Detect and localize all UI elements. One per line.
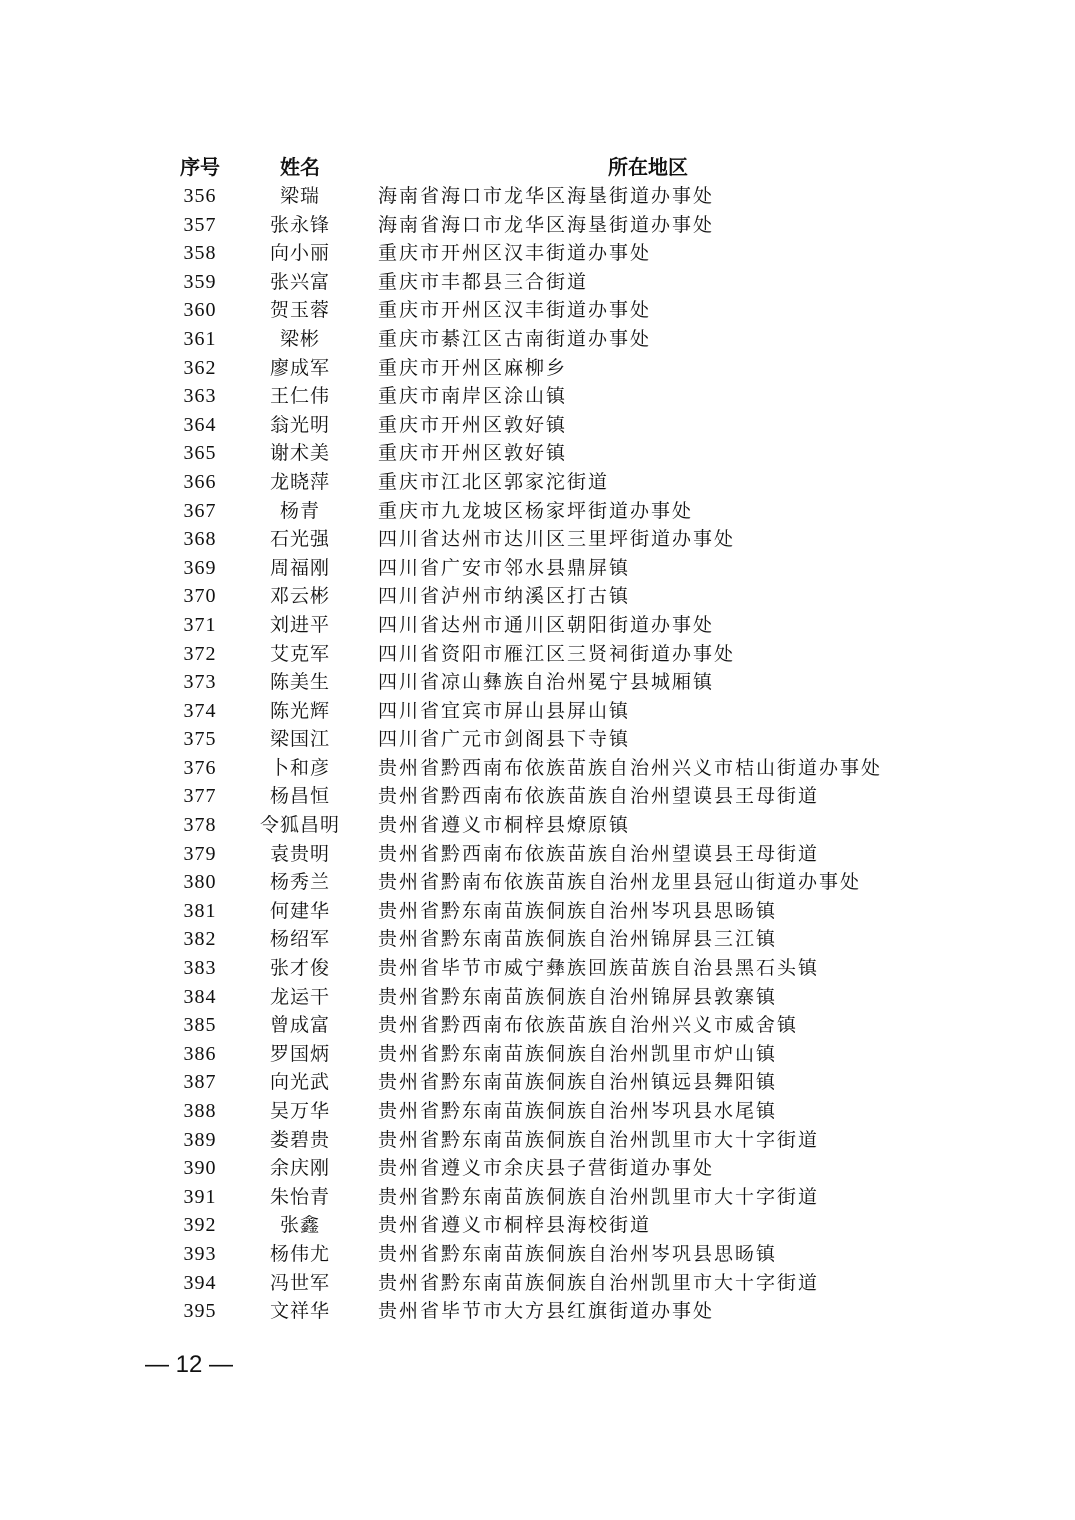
- table-row: [0, 554, 1075, 583]
- person-name: 令狐昌明: [259, 814, 340, 837]
- serial-number: 374: [183, 699, 217, 722]
- serial-number: 363: [183, 385, 217, 408]
- location: 贵州省毕节市大方县红旗街道办事处: [378, 1300, 715, 1323]
- table-row: [0, 296, 1075, 325]
- serial-number: 376: [183, 756, 217, 779]
- person-name: 翁光明: [269, 413, 330, 436]
- person-name: 陈美生: [269, 671, 330, 694]
- person-name: 杨伟尤: [269, 1242, 330, 1265]
- person-name: 梁国江: [269, 728, 330, 751]
- person-name: 向光武: [269, 1071, 330, 1094]
- serial-number: 386: [183, 1042, 217, 1065]
- table-row: [0, 582, 1075, 611]
- serial-number: 373: [183, 671, 217, 694]
- location: 贵州省遵义市余庆县子营街道办事处: [378, 1157, 715, 1180]
- serial-number: 384: [183, 985, 217, 1008]
- header-name: 姓名: [280, 155, 320, 179]
- location: 贵州省遵义市桐梓县海校街道: [378, 1214, 652, 1237]
- table-row: [0, 1011, 1075, 1040]
- location: 贵州省黔东南苗族侗族自治州凯里市大十字街道: [378, 1271, 820, 1294]
- person-name: 刘进平: [269, 613, 330, 636]
- person-name: 谢术美: [269, 442, 330, 465]
- person-name: 冯世军: [269, 1271, 330, 1294]
- serial-number: 360: [183, 299, 217, 322]
- serial-number: 361: [183, 327, 217, 350]
- serial-number: 385: [183, 1014, 217, 1037]
- table-row: [0, 954, 1075, 983]
- table-row: [0, 868, 1075, 897]
- location: 海南省海口市龙华区海垦街道办事处: [378, 213, 715, 236]
- serial-number: 367: [183, 499, 217, 522]
- location: 贵州省黔东南苗族侗族自治州凯里市大十字街道: [378, 1128, 820, 1151]
- table-row: [0, 983, 1075, 1012]
- location: 重庆市开州区汉丰街道办事处: [378, 299, 652, 322]
- header-serial-number: 序号: [180, 155, 220, 179]
- table-row: [0, 497, 1075, 526]
- serial-number: 393: [183, 1242, 217, 1265]
- person-name: 张鑫: [279, 1214, 320, 1237]
- location: 重庆市开州区汉丰街道办事处: [378, 242, 652, 265]
- serial-number: 388: [183, 1100, 217, 1122]
- location: 贵州省黔西南布依族苗族自治州望谟县王母街道: [378, 785, 820, 808]
- location: 四川省达州市通川区朝阳街道办事处: [378, 613, 715, 636]
- roster-table: [0, 152, 1075, 1326]
- person-name: 梁彬: [279, 327, 320, 350]
- serial-number: 377: [183, 785, 217, 808]
- person-name: 龙运干: [269, 985, 330, 1008]
- table-row: [0, 411, 1075, 440]
- person-name: 石光强: [269, 528, 330, 551]
- serial-number: 392: [183, 1214, 217, 1237]
- location: 贵州省黔东南苗族侗族自治州镇远县舞阳镇: [378, 1071, 778, 1094]
- location: 重庆市开州区敦好镇: [378, 442, 568, 465]
- location: 重庆市九龙坡区杨家坪街道办事处: [378, 499, 694, 522]
- location: 贵州省黔南布依族苗族自治州龙里县冠山街道办事处: [378, 871, 862, 894]
- person-name: 罗国炳: [269, 1042, 330, 1065]
- table-row: [0, 1297, 1075, 1326]
- serial-number: 389: [183, 1128, 217, 1151]
- serial-number: 371: [183, 613, 217, 636]
- table-row: [0, 1269, 1075, 1298]
- serial-number: 365: [183, 442, 217, 465]
- location: 重庆市南岸区涂山镇: [378, 385, 568, 408]
- location: 重庆市江北区郭家沱街道: [378, 470, 610, 493]
- location: 贵州省黔东南苗族侗族自治州锦屏县三江镇: [378, 928, 778, 951]
- location: 贵州省黔东南苗族侗族自治州凯里市大十字街道: [378, 1185, 820, 1208]
- location: 四川省泸州市纳溪区打古镇: [378, 585, 631, 608]
- table-row: [0, 182, 1075, 211]
- table-row: [0, 897, 1075, 926]
- serial-number: 395: [183, 1300, 217, 1323]
- person-name: 张永锋: [269, 213, 330, 236]
- table-row: [0, 754, 1075, 783]
- location: 贵州省黔东南苗族侗族自治州岑巩县思旸镇: [378, 899, 778, 922]
- person-name: 袁贵明: [269, 842, 330, 865]
- location: 贵州省黔东南苗族侗族自治州锦屏县敦寨镇: [378, 985, 778, 1008]
- person-name: 梁瑞: [279, 185, 320, 207]
- person-name: 娄碧贵: [269, 1128, 330, 1151]
- location: 贵州省黔西南布依族苗族自治州兴义市威舍镇: [378, 1014, 799, 1037]
- table-body: [0, 182, 1075, 1326]
- person-name: 卜和彦: [269, 756, 330, 779]
- table-row: [0, 1240, 1075, 1269]
- person-name: 张兴富: [269, 270, 330, 293]
- serial-number: 358: [183, 242, 217, 265]
- table-row: [0, 697, 1075, 726]
- location: 四川省凉山彝族自治州冕宁县城厢镇: [378, 671, 715, 694]
- serial-number: 394: [183, 1271, 217, 1294]
- location: 重庆市丰都县三合街道: [378, 270, 589, 293]
- table-row: [0, 668, 1075, 697]
- serial-number: 379: [183, 842, 217, 865]
- serial-number: 372: [183, 642, 217, 665]
- person-name: 龙晓萍: [269, 470, 330, 493]
- location: 贵州省黔东南苗族侗族自治州岑巩县思旸镇: [378, 1242, 778, 1265]
- table-row: [0, 640, 1075, 669]
- table-row: [0, 239, 1075, 268]
- location: 重庆市开州区麻柳乡: [378, 356, 568, 379]
- person-name: 陈光辉: [269, 699, 330, 722]
- serial-number: 390: [183, 1157, 217, 1180]
- location: 贵州省黔东南苗族侗族自治州岑巩县水尾镇: [378, 1100, 778, 1122]
- person-name: 曾成富: [269, 1014, 330, 1037]
- person-name: 向小丽: [269, 242, 330, 265]
- serial-number: 357: [183, 213, 217, 236]
- table-row: [0, 1068, 1075, 1097]
- serial-number: 381: [183, 899, 217, 922]
- location: 贵州省黔东南苗族侗族自治州凯里市炉山镇: [378, 1042, 778, 1065]
- serial-number: 375: [183, 728, 217, 751]
- serial-number: 364: [183, 413, 217, 436]
- table-row: [0, 782, 1075, 811]
- person-name: 何建华: [269, 899, 330, 922]
- person-name: 朱怡青: [269, 1185, 330, 1208]
- serial-number: 362: [183, 356, 217, 379]
- serial-number: 380: [183, 871, 217, 894]
- header-location: 所在地区: [608, 155, 688, 179]
- table-row: [0, 354, 1075, 383]
- location: 贵州省黔西南布依族苗族自治州望谟县王母街道: [378, 842, 820, 865]
- location: 贵州省遵义市桐梓县燎原镇: [378, 814, 631, 837]
- person-name: 杨昌恒: [269, 785, 330, 808]
- location: 四川省达州市达川区三里坪街道办事处: [378, 528, 736, 551]
- person-name: 廖成军: [269, 356, 330, 379]
- serial-number: 366: [183, 470, 217, 493]
- table-row: [0, 1183, 1075, 1212]
- location: 海南省海口市龙华区海垦街道办事处: [378, 185, 715, 207]
- table-row: [0, 468, 1075, 497]
- table-row: [0, 1126, 1075, 1155]
- table-row: [0, 1097, 1075, 1126]
- person-name: 余庆刚: [269, 1157, 330, 1180]
- table-row: [0, 840, 1075, 869]
- person-name: 王仁伟: [269, 385, 330, 408]
- serial-number: 378: [183, 814, 217, 837]
- table-row: [0, 382, 1075, 411]
- table-row: [0, 325, 1075, 354]
- location: 四川省宜宾市屏山县屏山镇: [378, 699, 631, 722]
- table-header: [0, 152, 1075, 182]
- location: 四川省资阳市雁江区三贤祠街道办事处: [378, 642, 736, 665]
- location: 贵州省黔西南布依族苗族自治州兴义市桔山街道办事处: [378, 756, 883, 779]
- serial-number: 391: [183, 1185, 217, 1208]
- serial-number: 387: [183, 1071, 217, 1094]
- serial-number: 369: [183, 556, 217, 579]
- table-row: [0, 1211, 1075, 1240]
- table-row: [0, 268, 1075, 297]
- page-number: — 12 —: [145, 1351, 234, 1378]
- location: 重庆市开州区敦好镇: [378, 413, 568, 436]
- serial-number: 359: [183, 270, 217, 293]
- table-row: [0, 525, 1075, 554]
- location: 贵州省毕节市威宁彝族回族苗族自治县黑石头镇: [378, 957, 820, 980]
- table-row: [0, 925, 1075, 954]
- location: 四川省广元市剑阁县下寺镇: [378, 728, 631, 751]
- person-name: 张才俊: [269, 957, 330, 980]
- table-row: [0, 1154, 1075, 1183]
- person-name: 艾克军: [269, 642, 330, 665]
- table-row: [0, 811, 1075, 840]
- person-name: 文祥华: [269, 1300, 330, 1323]
- person-name: 周福刚: [269, 556, 330, 579]
- serial-number: 383: [183, 957, 217, 980]
- table-row: [0, 439, 1075, 468]
- person-name: 邓云彬: [269, 585, 330, 608]
- serial-number: 356: [183, 185, 217, 207]
- person-name: 吴万华: [269, 1100, 330, 1122]
- table-row: [0, 725, 1075, 754]
- person-name: 杨青: [279, 499, 320, 522]
- person-name: 杨秀兰: [269, 871, 330, 894]
- table-row: [0, 1040, 1075, 1069]
- person-name: 杨绍军: [269, 928, 330, 951]
- table-row: [0, 211, 1075, 240]
- serial-number: 368: [183, 528, 217, 551]
- serial-number: 370: [183, 585, 217, 608]
- location: 四川省广安市邻水县鼎屏镇: [378, 556, 631, 579]
- person-name: 贺玉蓉: [269, 299, 330, 322]
- serial-number: 382: [183, 928, 217, 951]
- location: 重庆市綦江区古南街道办事处: [378, 327, 652, 350]
- table-row: [0, 611, 1075, 640]
